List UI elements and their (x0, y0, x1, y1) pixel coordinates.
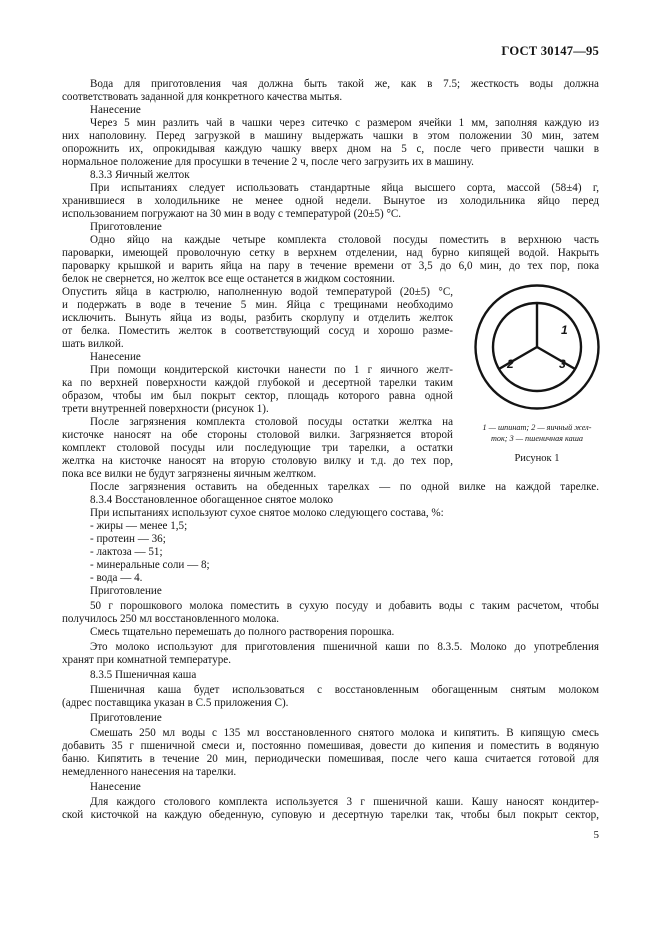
text-line: 50 г порошкового молока поместить в сухую посуду и добавить воды с таким расчетом, чтобы (90, 600, 599, 612)
text-line: Нанесение (90, 104, 141, 116)
text-line: При помощи кондитерской кисточки нанести по 1 г яичного желт- (90, 364, 453, 376)
text-line: - жиры — менее 1,5; (90, 520, 188, 532)
sector-label-1: 1 (561, 323, 568, 337)
document-header: ГОСТ 30147—95 (501, 44, 599, 58)
text-line: Приготовление (90, 221, 162, 233)
text-line: - вода — 4. (90, 572, 143, 584)
text-line: трети внутренней поверхности (рисунок 1). (62, 403, 269, 415)
text-line: При испытаниях используют сухое снятое молоко следующего состава, %: (90, 507, 444, 519)
text-line: белок не свернется, но желток все еще останется в жидком состоянии. (62, 273, 395, 285)
figure-label: Рисунок 1 (514, 453, 560, 464)
text-line: Нанесение (90, 351, 141, 363)
figure-legend-line-2: ток; 3 — пшеничная каша (490, 434, 584, 443)
text-line: Одно яйцо на каждые четыре комплекта столовой посуды поместить в верхнюю часть (90, 234, 599, 246)
text-line: соответствовать заданной для конкретного качества мытья. (62, 91, 343, 103)
text-line: немедленного нанесения на тарелки. (62, 766, 237, 778)
text-line: Смешать 250 мл воды с 135 мл восстановленного снятого молока и кипятить. В кипящую смесь (90, 727, 599, 739)
sector-divider-left (499, 347, 537, 369)
page-number: 5 (593, 829, 599, 841)
text-line: образом, чтобы им был покрыт сектор, площадь которого равна одной (62, 390, 453, 402)
text-line: добавить 35 г пшеничной смеси и, постоянно помешивая, довести до кипения и поместить в водяную (62, 740, 599, 752)
text-line: ка по верхней поверхности каждой глубокой и десертной тарелки таким (62, 377, 453, 389)
figure-legend-line-1: 1 — шпинат; 2 — яичный жел- (482, 423, 592, 432)
text-line: получилось 250 мл восстановленного молока. (62, 613, 280, 625)
sector-label-2: 2 (507, 357, 514, 371)
text-line: шать вилкой. (62, 338, 124, 350)
text-line: них наполовину. Перед загрузкой в машину выдержать чашки в этом положении 30 мин, затем (62, 130, 599, 142)
text-line: нормальное положение для просушки в течение 2 ч, после чего загрузить их в машину. (62, 156, 474, 168)
text-line: пока все вилки не будут загрязнены яичным желтком. (62, 468, 317, 480)
text-line: 8.3.4 Восстановленное обогащенное снятое молоко (90, 494, 334, 506)
text-line: После загрязнения оставить на обеденных тарелках — по одной вилке на каждой тарелке. (90, 481, 599, 493)
text-line: Опустить яйца в кастрюлю, наполненную водой температурой (20±5) °С, (62, 286, 453, 298)
text-line: Смесь тщательно перемешать до полного растворения порошка. (90, 626, 395, 638)
text-line: - минеральные соли — 8; (90, 559, 210, 571)
text-line: При испытаниях следует использовать стандартные яйца высшего сорта, массой (58±4) г, (90, 182, 599, 194)
text-line: пароварку крышкой и варить яйца на пару в течение времени от 3,5 до 6,0 мин, до тех пор, пока (62, 260, 599, 272)
text-line: баню. Кипятить в течение 20 мин, периодически помешивая, после чего каша считается готовой для (62, 753, 599, 765)
text-line: (адрес поставщика указан в С.5 приложения С). (62, 697, 289, 709)
text-line: 8.3.5 Пшеничная каша (90, 669, 197, 681)
text-line: ской кисточкой на каждую обеденную, суповую и десертную тарелки так, чтобы был покрыт сектор, (62, 809, 599, 821)
text-line: хранившиеся в холодильнике не менее одной недели. Вынутое из холодильника яйцо перед (62, 195, 599, 207)
text-line: Через 5 мин разлить чай в чашки через ситечко с размером ячейки 1 мм, заполняя каждую из (90, 117, 599, 129)
text-line: от белка. Поместить желток в соответствующий сосуд и хорошо разме- (62, 325, 453, 337)
text-line: пароварки, имеющей проволочную сетку в верхнем отделении, над бурно кипящей водой. Накрыть (62, 247, 599, 259)
text-line: Пшеничная каша будет использоваться с восстановленным обогащенным снятым молоком (90, 684, 599, 696)
text-line: хранят при комнатной температуре. (62, 654, 232, 666)
text-line: - протеин — 36; (90, 533, 166, 545)
text-line: 8.3.3 Яичный желток (90, 169, 190, 181)
text-line: Приготовление (90, 712, 162, 724)
text-line: - лактоза — 51; (90, 546, 163, 558)
sector-label-3: 3 (559, 357, 566, 371)
text-line: После загрязнения комплекта столовой посуды остатки желтка на (90, 416, 453, 428)
text-line: кисточке наносят на обе стороны столовой вилки. Загрязняется второй (62, 429, 453, 441)
text-line: опорожнить их, опрокидывая каждую чашку вверх дном на 5 с, после чего привести чашки в (62, 143, 599, 155)
text-line: комплект столовой посуды или последующие три тарелки, а остатки (62, 442, 453, 454)
text-line: Приготовление (90, 585, 162, 597)
text-line: исключить. Вынуть яйца из воды, разбить скорлупу и отделить желток (62, 312, 453, 324)
plate-sector-diagram (474, 284, 600, 410)
text-line: использованием погружают на 30 мин в воду с температурой (20±5) °С. (62, 208, 402, 220)
text-line: желтка на кисточке наносят на вторую столовую вилку и т.д. до тех пор, (62, 455, 453, 467)
text-line: Нанесение (90, 781, 141, 793)
text-line: Вода для приготовления чая должна быть такой же, как в 7.5; жесткость воды должна (90, 78, 599, 90)
text-line: Это молоко используют для приготовления пшеничной каши по 8.3.5. Молоко до употребления (90, 641, 599, 653)
text-line: и подержать в воде в течение 5 мин. Яйца с трещинами необходимо (62, 299, 453, 311)
sector-divider-right (537, 347, 575, 369)
text-line: Для каждого столового комплекта используется 3 г пшеничной каши. Кашу наносят кондитер- (90, 796, 599, 808)
